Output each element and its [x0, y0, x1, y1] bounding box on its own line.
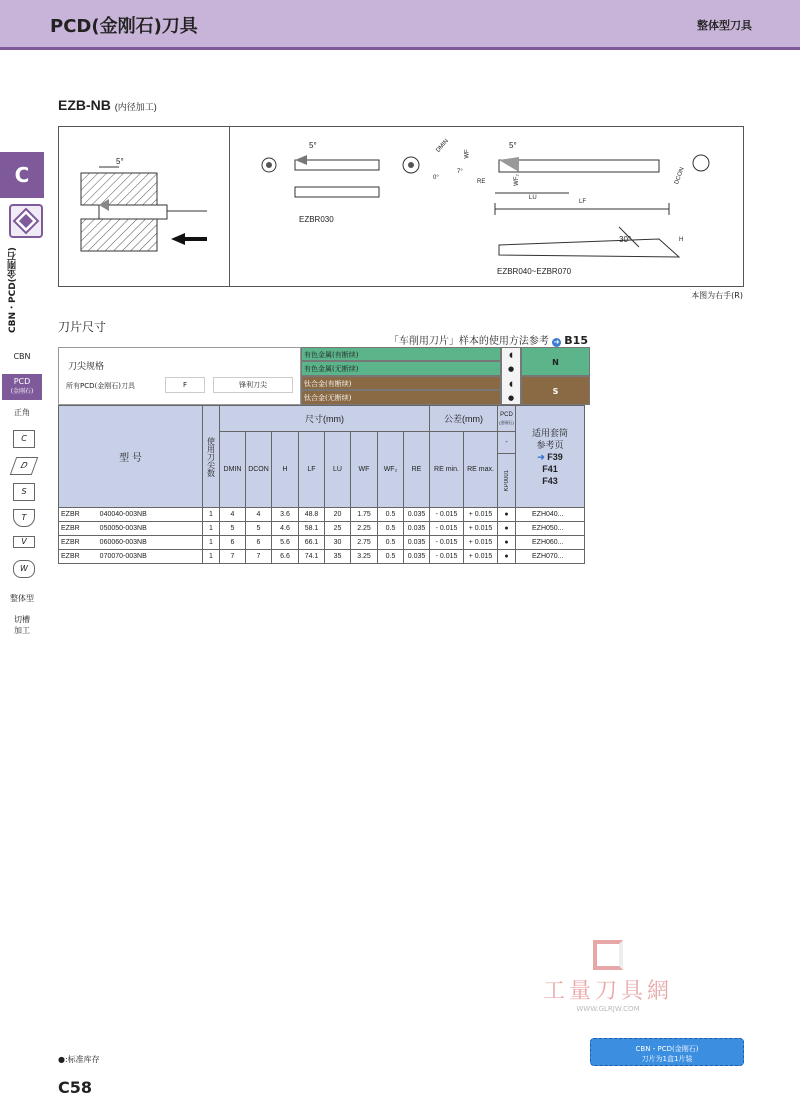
packaging-note-line2: 刀片为1盒1片装	[641, 1055, 693, 1063]
col-lu: LU	[325, 432, 351, 508]
spec-grade-n: N	[521, 347, 590, 376]
row-holder[interactable]: EZH060...	[516, 536, 585, 550]
col-re: RE	[404, 432, 430, 508]
row-re: 0.035	[404, 522, 430, 536]
row-wf2: 0.5	[378, 536, 404, 550]
drawing-label-5deg-c: 5°	[509, 141, 517, 150]
row-wf: 3.25	[351, 550, 378, 564]
col-re-max: RE max.	[464, 432, 498, 508]
row-code: 040040-003NB	[99, 511, 147, 518]
table-row	[59, 550, 585, 564]
sidebar-item-grooving-2: 加工	[14, 626, 30, 635]
row-re-min: - 0.015	[430, 508, 464, 522]
row-stock: ●	[498, 522, 516, 536]
drawing-label-30deg: 30°	[619, 235, 632, 244]
sidebar-item-positive[interactable]: 正角	[14, 408, 30, 417]
row-re-max: + 0.015	[464, 522, 498, 536]
col-pcd-label: PCD	[500, 411, 513, 418]
row-holder[interactable]: EZH040...	[516, 508, 585, 522]
row-count: 1	[203, 508, 220, 522]
row-model	[59, 508, 203, 522]
row-dmin: 7	[220, 550, 246, 564]
row-re-min: - 0.015	[430, 550, 464, 564]
col-re-min: RE min.	[430, 432, 464, 508]
dims-reference-text: 「车削用刀片」样本的使用方法参考	[388, 336, 549, 347]
arrow-circle-icon: ➜	[537, 451, 545, 462]
row-count: 1	[203, 550, 220, 564]
row-re-max: + 0.015	[464, 550, 498, 564]
col-pcd-dash: -	[498, 432, 516, 454]
row-lf: 48.8	[299, 508, 325, 522]
row-h: 4.6	[272, 522, 299, 536]
packaging-note-line1: CBN・PCD(金刚石)	[635, 1045, 699, 1053]
row-lu: 35	[325, 550, 351, 564]
col-model: 型 号	[59, 406, 203, 508]
arrow-circle-icon: ➜	[553, 338, 560, 346]
row-wf2: 0.5	[378, 522, 404, 536]
page-title: PCD(金刚石)刀具	[50, 16, 198, 37]
col-pcd	[498, 406, 516, 432]
row-dcon: 4	[246, 508, 272, 522]
row-lu: 25	[325, 522, 351, 536]
row-dmin: 5	[220, 522, 246, 536]
col-h: H	[272, 432, 299, 508]
spec-material-2: 钛合金(有断续)	[301, 376, 501, 390]
spec-block	[58, 347, 590, 405]
col-holder-label2: 参考页	[536, 439, 564, 450]
row-wf: 2.75	[351, 536, 378, 550]
sidebar-item-grooving[interactable]	[2, 614, 42, 636]
holder-page-2[interactable]: F41	[542, 463, 558, 474]
page-header	[0, 0, 800, 50]
col-tolerance: 公差(mm)	[430, 406, 498, 432]
col-holder-label: 适用套筒	[531, 427, 568, 438]
dimensions-table	[58, 405, 585, 564]
sidebar-shape-s[interactable]: S	[13, 483, 35, 501]
spec-all-pcd: 所有PCD(金刚石)刀具	[66, 382, 135, 390]
row-dcon: 7	[246, 550, 272, 564]
drawing-label-ezbr030: EZBR030	[299, 215, 334, 224]
row-re-max: + 0.015	[464, 508, 498, 522]
dims-reference-page[interactable]: B15	[564, 334, 588, 347]
spec-material-3: 钛合金(无断续)	[301, 390, 501, 405]
table-row	[59, 522, 585, 536]
row-count: 1	[203, 522, 220, 536]
col-dcon: DCON	[246, 432, 272, 508]
holder-page-1-text: F39	[547, 451, 563, 462]
row-stock: ●	[498, 550, 516, 564]
row-model	[59, 550, 203, 564]
row-wf: 1.75	[351, 508, 378, 522]
row-model	[59, 522, 203, 536]
dims-reference	[389, 332, 588, 347]
row-stock: ●	[498, 508, 516, 522]
row-wf: 2.25	[351, 522, 378, 536]
insert-icon	[9, 204, 43, 238]
spec-symbol-0: ◖	[509, 351, 513, 359]
watermark-url: WWW.GLRJW.COM	[576, 1005, 640, 1013]
row-holder[interactable]: EZH070...	[516, 550, 585, 564]
sidebar-item-cbn[interactable]: CBN	[13, 352, 31, 361]
spec-sharp: 锋利刀尖	[213, 377, 293, 393]
holder-page-3[interactable]: F43	[542, 475, 558, 486]
row-dmin: 6	[220, 536, 246, 550]
col-grade	[498, 454, 516, 508]
table-row	[59, 536, 585, 550]
drawing-label-ezbr040-070: EZBR040~EZBR070	[497, 267, 572, 276]
table-row	[59, 508, 585, 522]
spec-label: 刀尖规格	[68, 362, 105, 372]
col-size: 尺寸(mm)	[220, 406, 430, 432]
row-code: 050050-003NB	[99, 525, 147, 532]
col-count-label: 使用刀尖数	[206, 436, 216, 477]
row-dcon: 6	[246, 536, 272, 550]
spec-material-1: 有色金属(无断续)	[301, 361, 501, 376]
row-re: 0.035	[404, 508, 430, 522]
row-re: 0.035	[404, 536, 430, 550]
header-category: 整体型刀具	[697, 19, 752, 32]
row-series: EZBR	[61, 525, 80, 532]
sidebar-item-pcd-sub: (金刚石)	[10, 388, 34, 395]
row-code: 060060-003NB	[99, 539, 147, 546]
sidebar-item-solid[interactable]: 整体型	[10, 594, 34, 603]
sidebar-shape-c[interactable]: C	[13, 430, 35, 448]
row-code: 070070-003NB	[99, 553, 147, 560]
spec-symbol-1: ●	[507, 365, 515, 373]
watermark-logo-icon	[593, 940, 623, 970]
drawing-label-5deg-a: 5°	[116, 157, 124, 166]
sidebar-shape-d[interactable]: D	[10, 457, 39, 475]
row-wf2: 0.5	[378, 508, 404, 522]
section-title	[58, 97, 157, 113]
spec-symbol-2: ◖	[509, 380, 513, 388]
row-re-min: - 0.015	[430, 536, 464, 550]
sidebar-item-pcd-label: PCD	[13, 377, 31, 386]
row-series: EZBR	[61, 539, 80, 546]
technical-drawing	[59, 127, 745, 288]
row-re-max: + 0.015	[464, 536, 498, 550]
row-series: EZBR	[61, 553, 80, 560]
drawing-label-dcon: DCON	[673, 166, 686, 186]
col-dmin: DMIN	[220, 432, 246, 508]
row-model	[59, 536, 203, 550]
col-lf: LF	[299, 432, 325, 508]
col-wf2: WF₂	[378, 432, 404, 508]
row-dmin: 4	[220, 508, 246, 522]
col-count	[203, 406, 220, 508]
row-lu: 20	[325, 508, 351, 522]
col-pcd-sub: (金刚石)	[499, 419, 514, 425]
drawing-label-lu: LU	[529, 195, 537, 201]
section-title-main: EZB-NB	[58, 97, 111, 113]
packaging-note	[590, 1038, 744, 1066]
drawing-label-re: RE	[477, 179, 486, 185]
row-holder[interactable]: EZH050...	[516, 522, 585, 536]
drawing-label-5deg-b: 5°	[309, 141, 317, 150]
row-count: 1	[203, 536, 220, 550]
col-grade-label: KP0001	[503, 469, 510, 492]
spec-left	[58, 347, 301, 405]
legend: ●:标准库存	[58, 1055, 100, 1064]
drawing-note: 本图为右手(R)	[691, 291, 743, 300]
row-lu: 30	[325, 536, 351, 550]
sidebar-vertical-label: CBN・PCD(金刚石)	[8, 247, 18, 333]
row-h: 3.6	[272, 508, 299, 522]
row-dcon: 5	[246, 522, 272, 536]
spec-f: F	[165, 377, 205, 393]
drawing-label-lf: LF	[579, 199, 587, 205]
spec-symbols	[501, 347, 521, 405]
drawing-label-h: H	[679, 237, 684, 243]
drawing-label-dmin: DMIN	[435, 138, 450, 154]
spec-grade-s: S	[521, 376, 590, 405]
row-re: 0.035	[404, 550, 430, 564]
row-h: 6.6	[272, 550, 299, 564]
drawing-label-wf2: WF₂	[513, 174, 520, 186]
spec-symbol-3: ●	[507, 394, 515, 402]
drawing-label-0deg: 0°	[433, 175, 439, 181]
drawing-label-wf: WF	[464, 149, 471, 159]
spec-material-0: 有色金属(有断续)	[301, 347, 501, 361]
drawing-label-7deg: 7°	[457, 169, 463, 175]
sidebar-item-grooving-1: 切槽	[14, 615, 30, 624]
row-lf: 66.1	[299, 536, 325, 550]
page-number: C58	[58, 1078, 93, 1097]
row-series: EZBR	[61, 511, 80, 518]
row-lf: 58.1	[299, 522, 325, 536]
section-letter-tab[interactable]: C	[0, 152, 44, 198]
col-wf: WF	[351, 432, 378, 508]
sidebar-shape-v[interactable]: V	[13, 536, 35, 548]
row-lf: 74.1	[299, 550, 325, 564]
drawing-box	[58, 126, 744, 287]
holder-page-1[interactable]	[516, 451, 584, 463]
row-wf2: 0.5	[378, 550, 404, 564]
watermark	[538, 940, 678, 1013]
col-holder	[516, 406, 585, 508]
sidebar-item-pcd[interactable]	[2, 374, 42, 400]
sidebar-shape-w[interactable]: W	[13, 560, 35, 578]
row-re-min: - 0.015	[430, 522, 464, 536]
row-stock: ●	[498, 536, 516, 550]
section-title-sub: (内径加工)	[114, 102, 157, 112]
sidebar-shape-t[interactable]: T	[13, 509, 35, 527]
row-h: 5.6	[272, 536, 299, 550]
watermark-text: 工量刀具網	[542, 979, 673, 1004]
dims-title: 刀片尺寸	[58, 320, 107, 334]
